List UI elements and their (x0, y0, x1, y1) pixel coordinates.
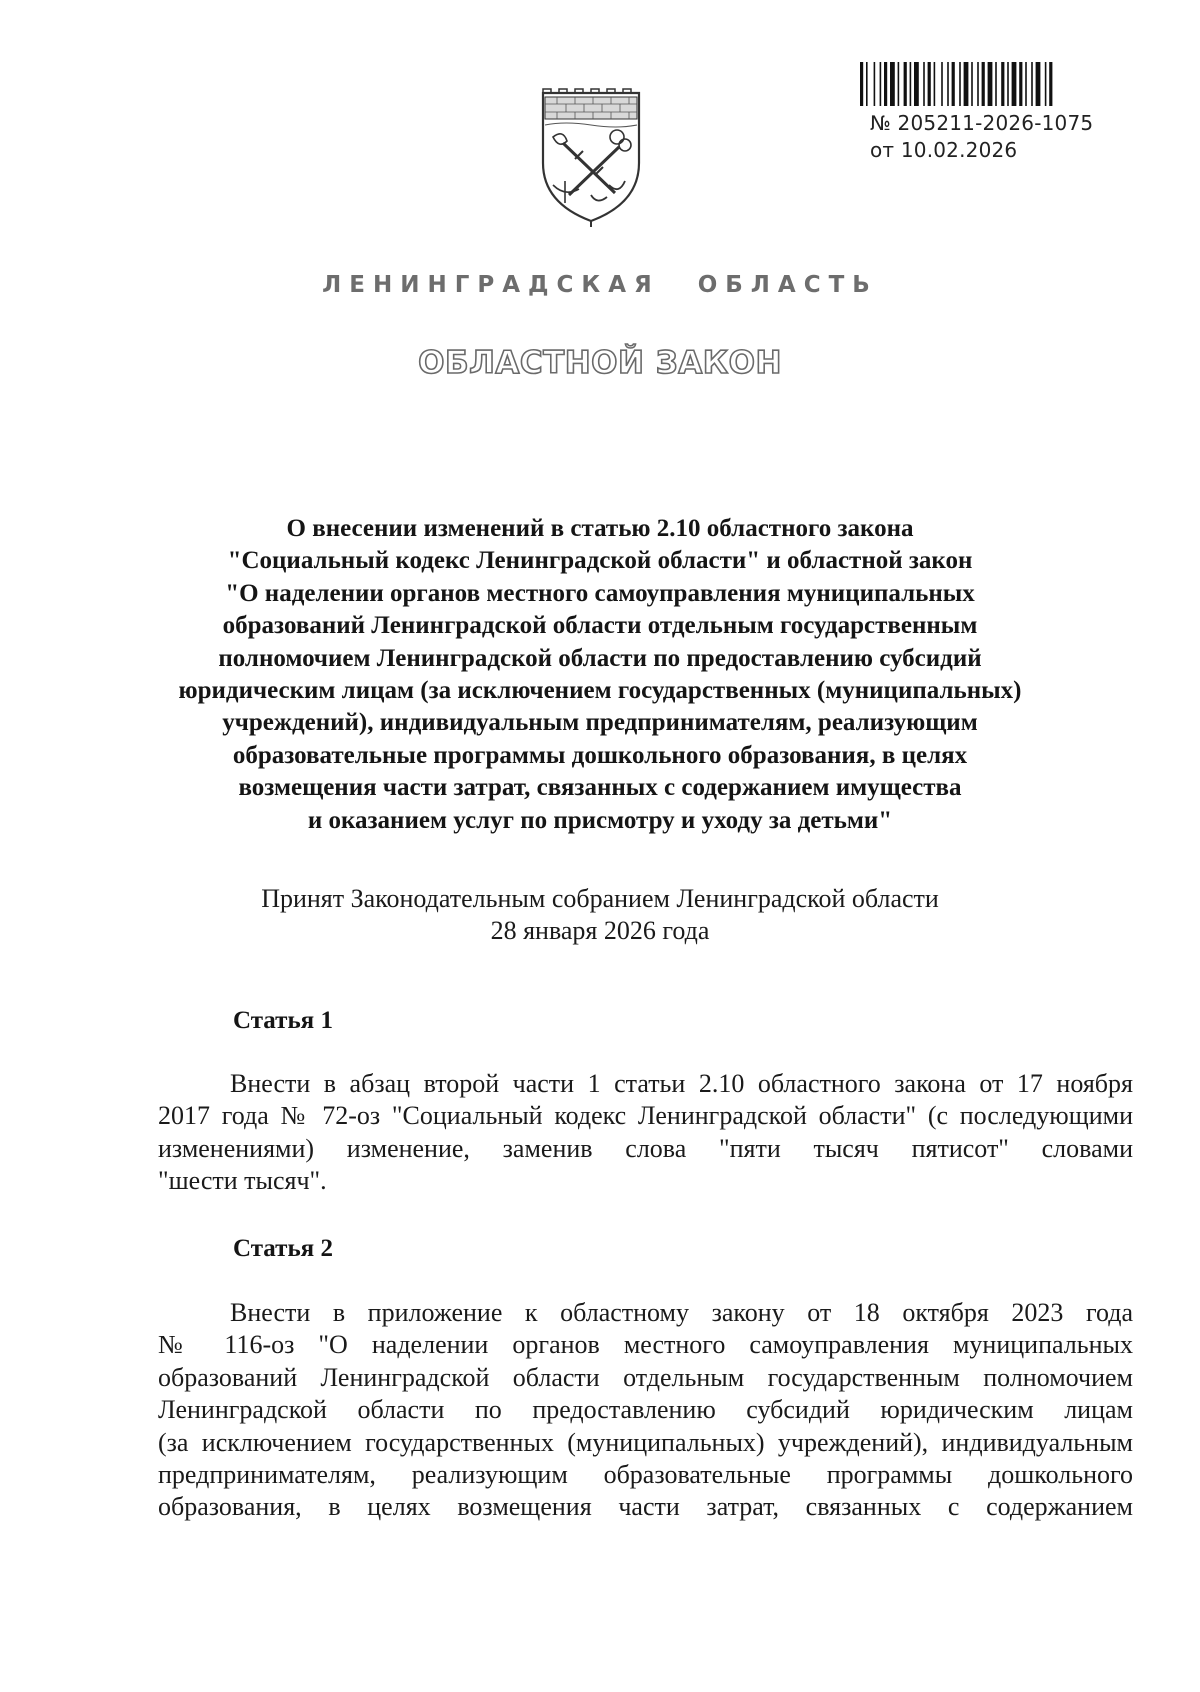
adoption-body: Принят Законодательным собранием Ленинградской области (261, 884, 939, 913)
region-heading: ЛЕНИНГРАДСКАЯ ОБЛАСТЬ (322, 272, 878, 298)
title-line: и оказанием услуг по присмотру и уходу за детьми" (307, 806, 893, 834)
registration-date: от 10.02.2026 (870, 138, 1018, 162)
article-2-heading: Статья 2 (233, 1235, 333, 1262)
article-1-text (158, 1068, 1133, 1198)
registration-number: № 205211-2026-1075 (870, 111, 1094, 135)
title-line: "Социальный кодекс Ленинградской области" и областной закон (227, 547, 973, 575)
text-line: изменениями) изменение, заменив слова "пяти тысяч пятисот" словами (158, 1133, 1133, 1163)
text-line: образования, в целях возмещения части затрат, связанных с содержанием (158, 1492, 1133, 1522)
law-type-heading: ОБЛАСТНОЙ ЗАКОН (418, 345, 782, 381)
title-line: учреждений), индивидуальным предпринимателям, реализующим (222, 709, 978, 737)
law-title (150, 513, 1050, 837)
title-line: образований Ленинградской области отдельным государственным (222, 612, 978, 640)
article-2-text (158, 1297, 1133, 1524)
registration-block (870, 110, 1093, 164)
text-line: предпринимателям, реализующим образовательные программы дошкольного (158, 1460, 1133, 1490)
title-line: образовательные программы дошкольного образования, в целях (232, 741, 968, 769)
adoption-note (0, 883, 1200, 947)
text-line: 2017 года № 72-оз "Социальный кодекс Ленинградской области" (с последующими (158, 1101, 1133, 1131)
text-line: Внести в абзац второй части 1 статьи 2.10 областного закона от 17 ноября (230, 1069, 1133, 1098)
adoption-date: 28 января 2026 года (490, 916, 710, 945)
text-line: Ленинградской области по предоставлению субсидий юридическим лицам (158, 1395, 1133, 1425)
title-line: О внесении изменений в статью 2.10 областного закона (286, 515, 914, 542)
text-line: "шести тысяч". (158, 1166, 327, 1196)
text-line: (за исключением государственных (муниципальных) учреждений), индивидуальным (158, 1427, 1133, 1457)
article-1-heading: Статья 1 (233, 1007, 333, 1034)
text-line: образований Ленинградской области отдельным государственным полномочием (158, 1362, 1133, 1392)
title-line: юридическим лицам (за исключением государственных (муниципальных) (178, 677, 1022, 705)
text-line: Внести в приложение к областному закону от 18 октября 2023 года (230, 1298, 1133, 1327)
title-line: "О наделении органов местного самоуправления муниципальных (225, 579, 975, 607)
title-line: полномочием Ленинградской области по предоставлению субсидий (218, 644, 982, 672)
text-line: № 116-оз "О наделении органов местного самоуправления муниципальных (158, 1330, 1133, 1360)
title-line: возмещения части затрат, связанных с содержанием имущества (238, 774, 962, 802)
barcode (860, 62, 1115, 106)
coat-of-arms-emblem (535, 85, 647, 228)
